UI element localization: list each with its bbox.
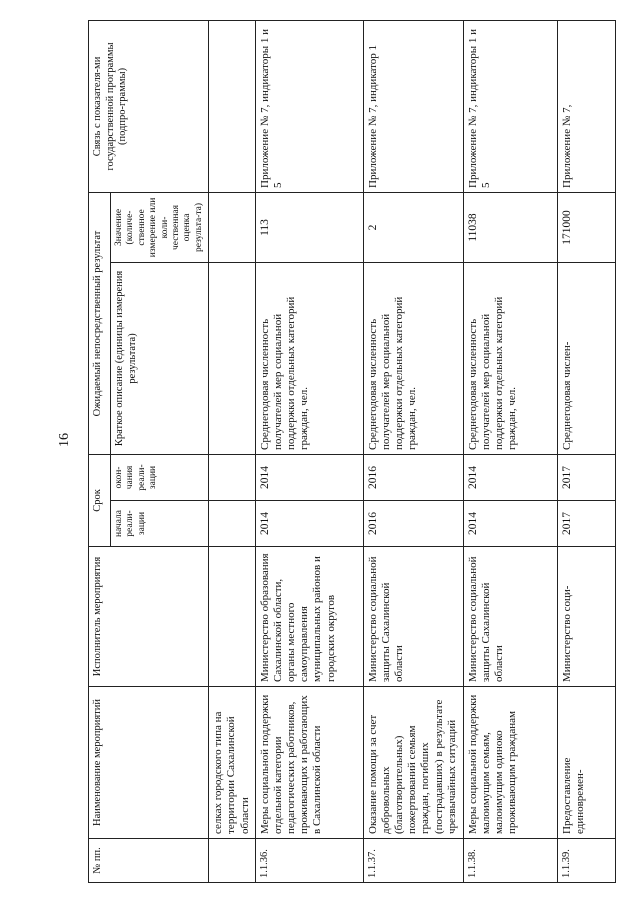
header-name: Наименование мероприятий (89, 687, 209, 839)
header-num: № пп. (89, 839, 209, 883)
rotated-page-content (88, 21, 608, 883)
table-row (557, 20, 615, 882)
cell-executor: Министерство соци- (557, 547, 615, 687)
cell-executor: Министерство образования Сахалинской области, органы местного самоуправления муниципальных районов и городских округов (255, 547, 363, 687)
cell-link: Приложение № 7, индикаторы 1 и 5 (463, 20, 557, 192)
cell-start (209, 501, 256, 547)
cell-value: 2 (363, 192, 463, 262)
cell-name: Предоставление единовремен- (557, 687, 615, 839)
cell-end: 2014 (255, 454, 363, 500)
page-number: 16 (57, 433, 72, 447)
cell-num: 1.1.37. (363, 839, 463, 883)
cell-desc: Среднегодовая численность получателей мер социальной поддержки отдельных категорий граждан, чел. (363, 262, 463, 454)
table-row (463, 20, 557, 882)
cell-desc: Среднегодовая численность получателей мер социальной поддержки отдельных категорий граждан, чел. (255, 262, 363, 454)
cell-link: Приложение № 7, индикатор 1 (363, 20, 463, 192)
cell-end: 2014 (463, 454, 557, 500)
header-result-value: Значение (количе-ственное измерение или коли-чественная оценка результа-та) (111, 192, 209, 262)
cell-name: селках городского типа на территории Сахалинской области (209, 687, 256, 839)
cell-name: Оказание помощи за счет добровольных (благотворительных) пожертвований семьям граждан, погибших (пострадавших) в результате чрезвычайных ситуаций (363, 687, 463, 839)
measures-table (88, 20, 616, 883)
header-term-start: начала реали-зации (111, 501, 209, 547)
cell-executor (209, 547, 256, 687)
cell-start: 2017 (557, 501, 615, 547)
cell-num: 1.1.39. (557, 839, 615, 883)
header-term: Срок (89, 454, 111, 546)
cell-value: 11038 (463, 192, 557, 262)
cell-name: Меры социальной поддержки отдельной категории педагогических работников, проживающих и работающих в Сахалинской области (255, 687, 363, 839)
cell-start: 2014 (255, 501, 363, 547)
header-link: Связь с показателя-ми государственной программы (подпро-граммы) (89, 20, 209, 192)
header-result-desc: Краткое описание (единицы измерения результата) (111, 262, 209, 454)
cell-desc: Среднегодовая численность получателей мер социальной поддержки отдельных категорий граждан, чел. (463, 262, 557, 454)
cell-name: Меры социальной поддержки малоимущим семьям, малоимущим одиноко проживающим гражданам (463, 687, 557, 839)
cell-link: Приложение № 7, (557, 20, 615, 192)
table-row (209, 20, 256, 882)
cell-desc: Среднегодовая числен- (557, 262, 615, 454)
cell-end: 2017 (557, 454, 615, 500)
cell-end (209, 454, 256, 500)
cell-start: 2014 (463, 501, 557, 547)
cell-value: 171000 (557, 192, 615, 262)
table-row (363, 20, 463, 882)
header-term-end: окон-чания реали-зации (111, 454, 209, 500)
cell-num: 1.1.36. (255, 839, 363, 883)
header-result: Ожидаемый непосредственный результат (89, 192, 111, 454)
cell-desc (209, 262, 256, 454)
cell-value: 113 (255, 192, 363, 262)
cell-link (209, 20, 256, 192)
cell-end: 2016 (363, 454, 463, 500)
cell-value (209, 192, 256, 262)
cell-executor: Министерство социальной защиты Сахалинской области (363, 547, 463, 687)
table-row (255, 20, 363, 882)
header-executor: Исполнитель мероприятия (89, 547, 209, 687)
cell-start: 2016 (363, 501, 463, 547)
cell-num: 1.1.38. (463, 839, 557, 883)
cell-executor: Министерство социальной защиты Сахалинской области (463, 547, 557, 687)
cell-num (209, 839, 256, 883)
cell-link: Приложение № 7, индикаторы 1 и 5 (255, 20, 363, 192)
